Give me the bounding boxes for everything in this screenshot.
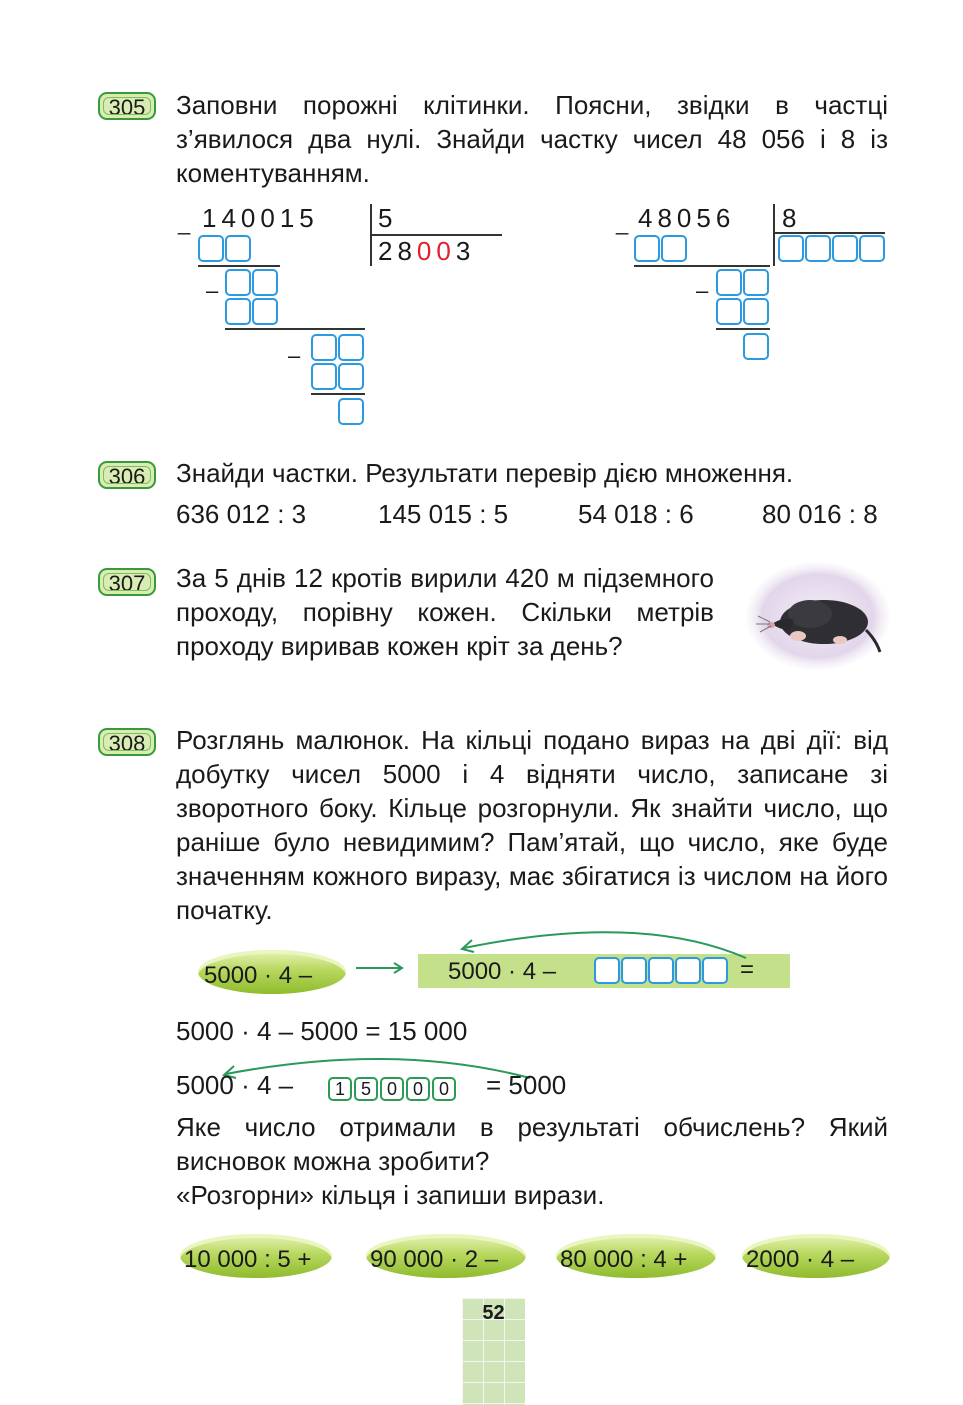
ring: 2000 · 4 –	[742, 1234, 890, 1278]
answer-cell[interactable]	[252, 298, 278, 325]
exercise-number-306: 306	[98, 461, 156, 489]
answer-cell[interactable]	[338, 363, 364, 390]
answer-cell[interactable]	[225, 298, 251, 325]
answer-cell[interactable]	[743, 269, 769, 296]
quotient-cell[interactable]	[805, 235, 831, 262]
answer-cell[interactable]	[311, 363, 337, 390]
mole-illustration	[744, 560, 892, 672]
division-items	[176, 497, 888, 531]
divisor: 8	[782, 203, 802, 233]
expression-line-1: 5000 · 4 – 5000 = 15 000	[176, 1016, 468, 1046]
ring: 5000 · 4 –	[198, 950, 346, 994]
ring: 90 000 · 2 –	[366, 1234, 526, 1278]
division-item: 145 015 : 5	[378, 499, 509, 529]
arrow-right-icon	[356, 958, 406, 978]
dividend: 48056	[638, 203, 736, 233]
digit-cell: 0	[432, 1077, 456, 1101]
answer-cell[interactable]	[198, 235, 224, 262]
answer-cell[interactable]	[225, 269, 251, 296]
exercise-number-307: 307	[98, 568, 156, 596]
divisor: 5	[378, 203, 398, 233]
division-item: 80 016 : 8	[762, 499, 878, 529]
exercise-number-308: 308	[98, 728, 156, 756]
digit-cell: 0	[406, 1077, 430, 1101]
answer-cell[interactable]	[661, 235, 687, 262]
dividend: 140015	[202, 203, 319, 233]
quotient-cell[interactable]	[778, 235, 804, 262]
answer-cell[interactable]	[225, 235, 251, 262]
page-number-tab	[462, 1298, 525, 1405]
quotient-cell[interactable]	[859, 235, 885, 262]
answer-cell[interactable]	[338, 334, 364, 361]
exercise-number-305: 305	[98, 92, 156, 120]
page-number: 52	[482, 1302, 505, 1324]
question-text: Яке число отримали в результаті обчислень? Який висновок можна зробити?	[176, 1112, 888, 1176]
quotient: 28003	[378, 236, 476, 266]
digit-cell: 0	[380, 1077, 404, 1101]
answer-cell[interactable]	[252, 269, 278, 296]
quotient-cell[interactable]	[832, 235, 858, 262]
ring: 80 000 : 4 +	[556, 1234, 716, 1278]
exercise-306-text: Знайди частки. Результати перевір дією множення.	[176, 458, 794, 488]
division-item: 54 018 : 6	[578, 499, 694, 529]
expression-line-2: 5000 · 4 – = 5000	[176, 1070, 567, 1100]
answer-cell[interactable]	[634, 235, 660, 262]
minus-sign: _	[616, 210, 629, 235]
answer-cell[interactable]	[338, 398, 364, 425]
answer-cell[interactable]	[311, 334, 337, 361]
answer-cell[interactable]	[716, 298, 742, 325]
digit-cell: 5	[354, 1077, 378, 1101]
answer-cell[interactable]	[743, 333, 769, 360]
task-text: «Розгорни» кільця і запиши вирази.	[176, 1180, 605, 1210]
digit-cell: 1	[328, 1077, 352, 1101]
division-item: 636 012 : 3	[176, 499, 307, 529]
exercise-308-text: Розглянь малюнок. На кільці подано вираз на дві дії: від добутку чисел 5000 і 4 відняти число, записане зі зворотного боку. Кільце розгорнули. Як знайти число, що раніше було невидимим? Пам’ятай, що число, яке буде значенням кожного виразу, має збігатися із числом на його початку.	[176, 725, 888, 925]
unrolled-strip: 5000 · 4 – =	[418, 954, 790, 988]
minus-sign: _	[178, 210, 191, 235]
answer-cell[interactable]	[743, 298, 769, 325]
exercise-307-text: За 5 днів 12 кротів вирили 420 м підземного проходу, порівну кожен. Скільки метрів проходу виривав кожен кріт за день?	[176, 563, 714, 661]
ring: 10 000 : 5 +	[180, 1234, 332, 1278]
curved-arrow-icon	[440, 918, 750, 962]
exercise-305-text: Заповни порожні клітинки. Поясни, звідки в частці з’явилося два нулі. Знайди частку чисел 48 056 і 8 із коментуванням.	[176, 90, 888, 188]
answer-cell[interactable]	[716, 269, 742, 296]
